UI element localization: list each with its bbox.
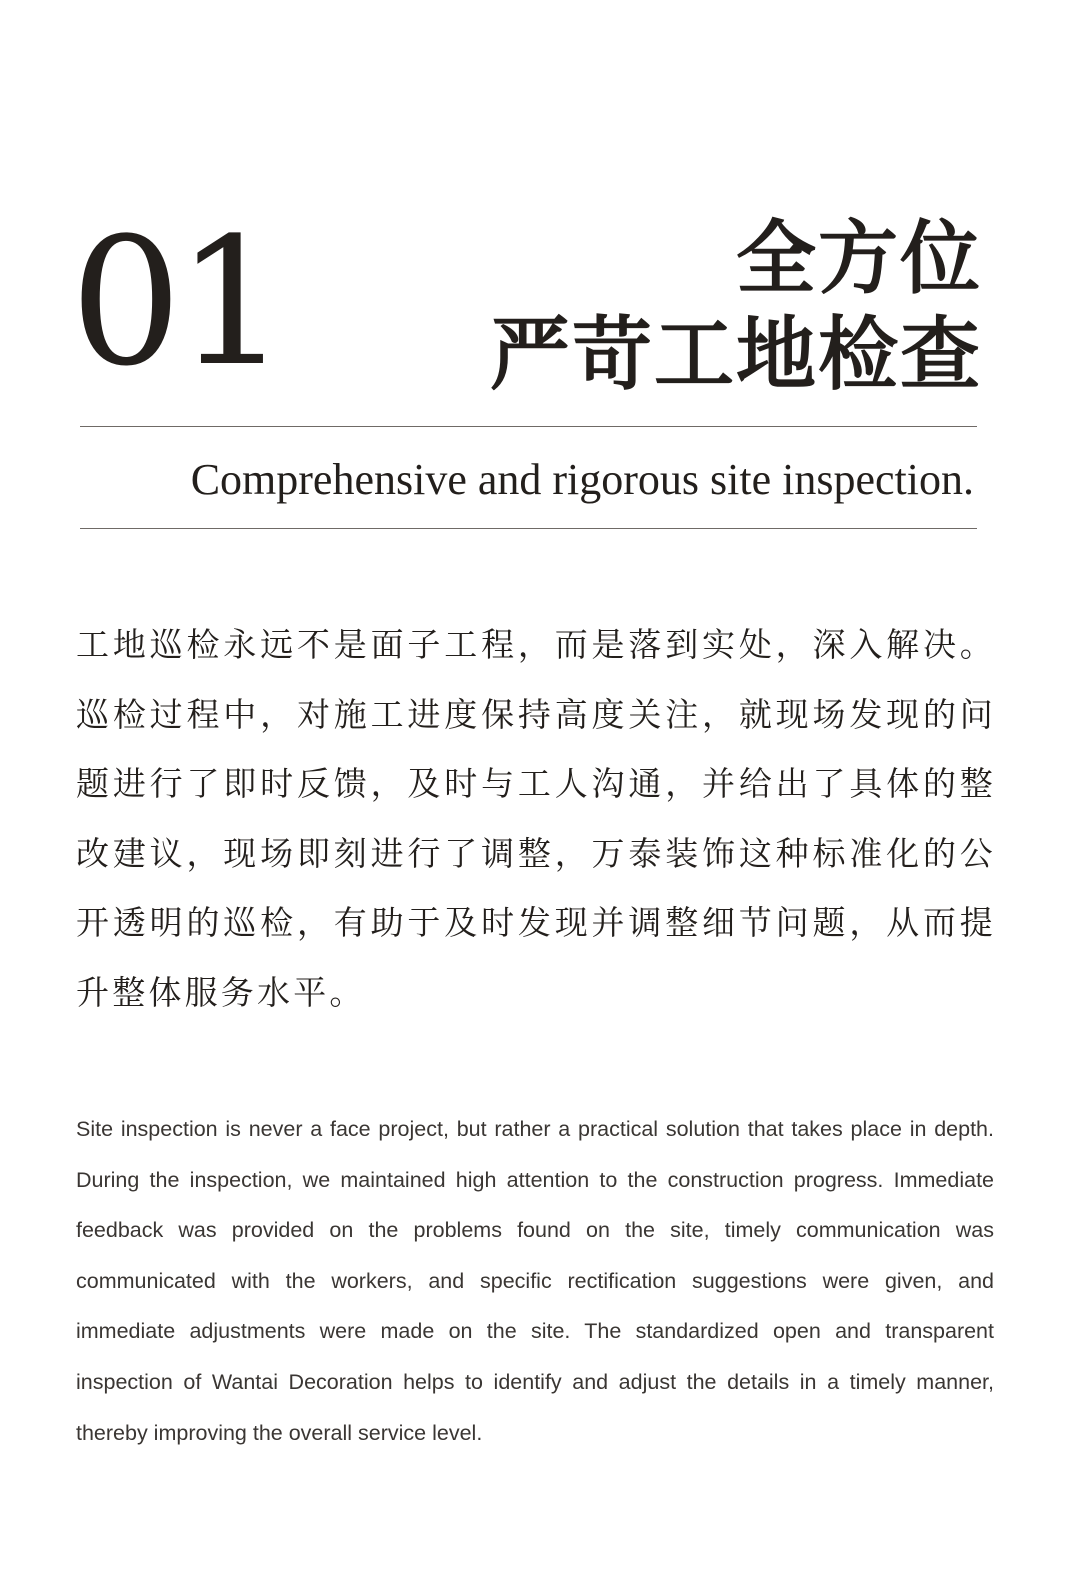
title-line-1: 全方位 xyxy=(736,211,982,305)
english-subtitle: Comprehensive and rigorous site inspection. xyxy=(190,455,974,504)
top-divider xyxy=(80,426,977,427)
title-line-2: 严苛工地检查 xyxy=(490,307,982,401)
bottom-divider xyxy=(80,528,977,529)
section-title xyxy=(490,210,982,402)
english-body-paragraph: Site inspection is never a face project, but rather a practical solution that takes place in depth. During the inspection, we maintained high attention to the construction progress. Immediate feedback was provided on the problems found on the site, timely communication was communicated with the workers, and specific rectification suggestions were given, and immediate adjustments were made on the site. The standardized open and transparent inspection of Wantai Decoration helps to identify and adjust the details in a timely manner, thereby improving the overall service level. xyxy=(76,1117,994,1445)
chinese-body-paragraph: 工地巡检永远不是面子工程，而是落到实处，深入解决。巡检过程中，对施工进度保持高度关注，就现场发现的问题进行了即时反馈，及时与工人沟通，并给出了具体的整改建议，现场即刻进行了调整，万泰装饰这种标准化的公开透明的巡检，有助于及时发现并调整细节问题，从而提升整体服务水平。 xyxy=(76,625,996,1012)
section-number: 01 xyxy=(70,200,282,405)
